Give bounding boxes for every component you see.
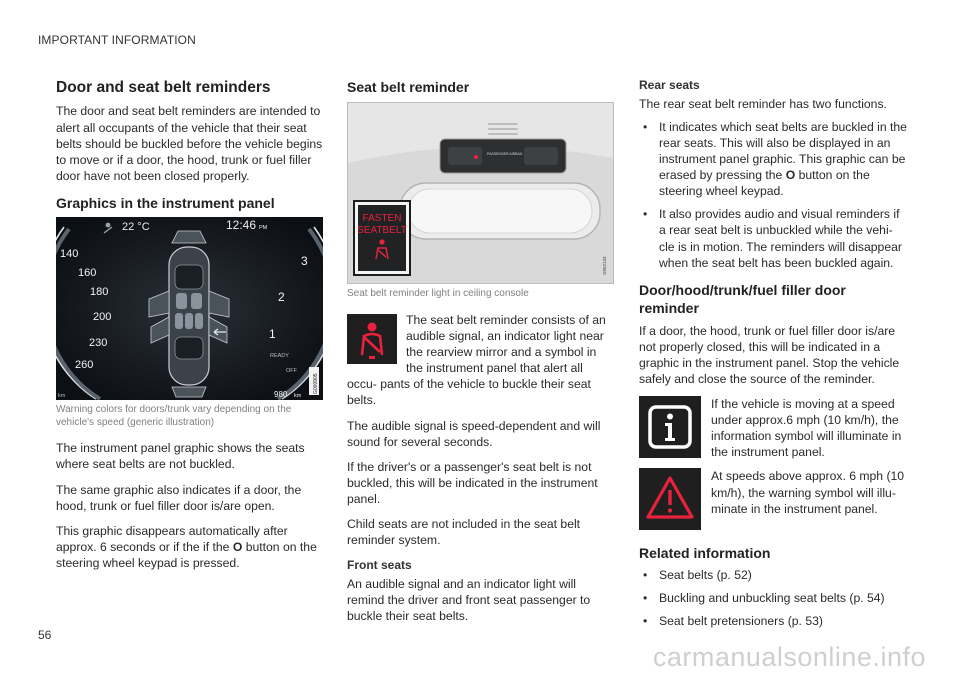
paragraph: If the driver's or a passenger's seat belt is not buckled, this will be indicated in the instrument panel. <box>347 459 598 506</box>
paragraph: If a door, the hood, trunk or fuel filler door is/are not properly closed, this will be indicated in a graphic in the instrument panel. Stop the vehicle safely and close the source of the reminder. <box>639 323 900 386</box>
paragraph: This graphic disappears automatically after approx. 6 seconds or if the if the O button on the steering wheel keypad is pressed. <box>56 523 317 570</box>
column-1 <box>56 78 324 580</box>
paragraph: Child seats are not included in the seat belt reminder system. <box>347 517 581 548</box>
warning-triangle-icon <box>639 468 701 530</box>
speed-tick: 200 <box>93 311 112 324</box>
heading-related-information: Related information <box>639 545 771 562</box>
ready-label: READY <box>270 353 289 360</box>
info-symbol-text: If the vehicle is moving at a speed under approx.6 mph (10 km/h), the information symbol will illuminate in the instrument panel. <box>711 397 902 460</box>
list-item: • It also provides audio and visual reminders if a rear seat belt is unbuckled while the vehi- cle is in motion. The reminders will disappear when the seat belt has been buckled again. <box>643 207 902 270</box>
column-3 <box>639 78 907 636</box>
related-link[interactable]: • Buckling and unbuckling seat belts (p. 54) <box>643 591 885 606</box>
figure-code: G000905 <box>313 373 319 395</box>
rpm-tick: 3 <box>301 254 308 269</box>
heading-rear-seats: Rear seats <box>639 78 700 92</box>
watermark: carmanualsonline.info <box>652 642 926 672</box>
speed-tick: 180 <box>90 286 109 299</box>
paragraph: The rear seat belt reminder has two functions. <box>639 96 887 111</box>
speed-tick: 140 <box>60 248 79 261</box>
figure-caption: Seat belt reminder light in ceiling console <box>347 288 529 300</box>
paragraph: The same graphic also indicates if a door, the hood, trunk or fuel filler door is/are open. <box>56 482 302 513</box>
heading-door-reminder: Door/hood/trunk/fuel filler door reminder <box>639 281 846 317</box>
related-link[interactable]: • Seat belts (p. 52) <box>643 567 752 582</box>
rpm-tick: 2 <box>278 290 285 305</box>
cluster-time: 12:46 <box>226 218 257 233</box>
info-symbol-block <box>639 396 907 460</box>
bullet: • <box>643 614 648 629</box>
heading-seat-belt-reminder: Seat belt reminder <box>347 79 470 95</box>
info-icon <box>639 396 701 458</box>
page-number: 56 <box>38 628 52 642</box>
intro-paragraph: The door and seat belt reminders are intended to alert all occupants of the vehicle that their seat belts should be buckled before the vehicle begins to move or if a door, the hood, trunk or fuel filler door have not been closed properly. <box>56 104 323 183</box>
heading-door-seat-belt-reminders: Door and seat belt reminders <box>56 79 271 96</box>
warning-symbol-text: At speeds above approx. 6 mph (10 km/h), the warning symbol will illu- minate in the instrument panel. <box>711 469 905 516</box>
seatbelt-intro-block <box>347 312 615 418</box>
fasten-text: FASTEN <box>362 213 402 225</box>
instrument-cluster-graphic <box>56 217 323 400</box>
range-unit: km <box>294 393 302 400</box>
heading-front-seats: Front seats <box>347 558 412 573</box>
cluster-temp: 22 °C <box>122 221 150 234</box>
seatbelt-reminder-icon <box>347 314 397 364</box>
paragraph: The instrument panel graphic shows the seats where seat belts are not buckled. <box>56 441 305 472</box>
column-2 <box>347 78 615 633</box>
bullet: • <box>643 591 648 606</box>
bullet: • <box>643 567 648 582</box>
speed-tick: 260 <box>75 359 94 372</box>
bullet: • <box>643 207 648 222</box>
ceiling-console-illustration <box>347 102 614 284</box>
paragraph: The audible signal is speed-dependent and will sound for several seconds. <box>347 418 601 449</box>
range-value: 980 <box>274 390 288 400</box>
console-label: PASSENGER AIRBAG <box>487 152 523 157</box>
seatbelt-text: SEATBELT <box>357 225 407 237</box>
left-unit: km <box>58 393 66 400</box>
instrument-panel-illustration <box>56 217 323 400</box>
related-link[interactable]: • Seat belt pretensioners (p. 53) <box>643 614 823 629</box>
speed-tick: 230 <box>89 337 108 350</box>
paragraph: An audible signal and an indicator light will remind the driver and front seat passenger to buckle their seat belts. <box>347 577 591 624</box>
figure-caption: Warning colors for doors/trunk vary depending on the vehicle's speed (generic illustration) <box>56 404 292 428</box>
warning-symbol-block <box>639 468 907 530</box>
o-button-label: O <box>232 539 243 554</box>
bullet: • <box>643 119 648 134</box>
off-label: OFF <box>286 368 297 375</box>
section-header: IMPORTANT INFORMATION <box>38 33 196 47</box>
cluster-time-suffix: PM <box>259 225 268 232</box>
paragraph: The seat belt reminder consists of an audible signal, an indicator light near the rearview mirror and a symbol in the instrument panel that alert all occu- pants of the vehicle to buckle their seat belts. <box>347 312 606 408</box>
speed-tick: 160 <box>78 267 97 280</box>
heading-graphics-instrument-panel: Graphics in the instrument panel <box>56 194 275 211</box>
list-item: • It indicates which seat belts are buckled in the rear seats. This will also be displayed in an instrument panel graphic. This graphic can be erased by pressing the O button on the steering wheel keypad. <box>643 119 907 199</box>
o-button-label: O <box>785 168 796 183</box>
ceiling-console-graphic <box>348 103 613 283</box>
rpm-tick: 1 <box>269 327 276 342</box>
figure-code: G062133 <box>602 256 607 276</box>
